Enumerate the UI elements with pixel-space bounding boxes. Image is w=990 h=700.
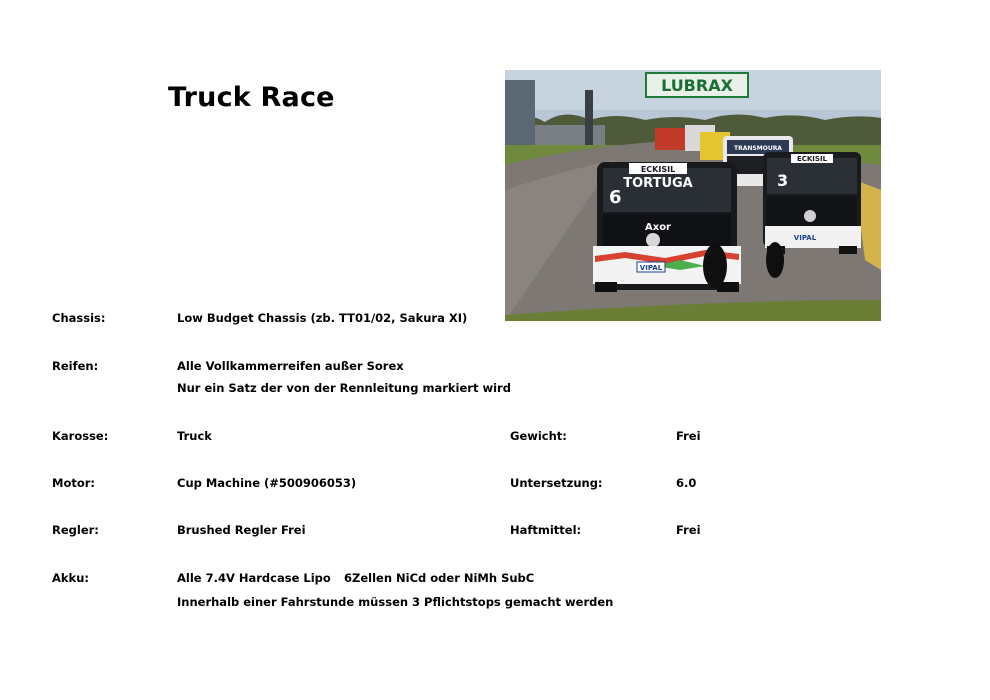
page-title: Truck Race	[168, 82, 335, 113]
akku-value-line2: Innerhalb einer Fahrstunde müssen 3 Pflichtstops gemacht werden	[177, 595, 614, 609]
akku-value: Alle 7.4V Hardcase Lipo	[177, 571, 331, 585]
regler-label: Regler:	[52, 523, 99, 537]
haftmittel-label: Haftmittel:	[510, 523, 582, 537]
truck-race-photo	[505, 70, 881, 321]
motor-value: Cup Machine (#500906053)	[177, 476, 357, 490]
haftmittel-value: Frei	[676, 523, 701, 537]
chassis-value: Low Budget Chassis (zb. TT01/02, Sakura XI)	[177, 311, 468, 325]
akku-value-alt: 6Zellen NiCd oder NiMh SubC	[344, 571, 535, 585]
gewicht-value: Frei	[676, 429, 701, 443]
truck-right-number: 3	[777, 171, 789, 190]
chassis-label: Chassis:	[52, 311, 106, 325]
untersetzung-value: 6.0	[676, 476, 697, 490]
truck-right-sponsor: ECKISIL	[796, 155, 828, 163]
karosse-label: Karosse:	[52, 429, 109, 443]
reifen-value: Alle Vollkammerreifen außer Sorex	[177, 359, 404, 373]
truck-back-sponsor: TRANSMOURA	[734, 145, 782, 152]
motor-label: Motor:	[52, 476, 96, 490]
truck-right-vipal: VIPAL	[793, 234, 817, 242]
truck-front-sponsor: ECKISIL	[640, 165, 676, 174]
karosse-value: Truck	[177, 429, 212, 443]
regler-value: Brushed Regler Frei	[177, 523, 306, 537]
truck-front-vipal: VIPAL	[639, 264, 663, 272]
reifen-value-line2: Nur ein Satz der von der Rennleitung markiert wird	[177, 381, 511, 395]
truck-front-number: 6	[609, 187, 622, 208]
banner-lubrax: LUBRAX	[661, 76, 733, 95]
truck-front-name: TORTUGA	[623, 176, 693, 191]
untersetzung-label: Untersetzung:	[510, 476, 603, 490]
akku-label: Akku:	[52, 571, 89, 585]
reifen-label: Reifen:	[52, 359, 99, 373]
truck-front-model: Axor	[645, 222, 671, 233]
gewicht-label: Gewicht:	[510, 429, 567, 443]
